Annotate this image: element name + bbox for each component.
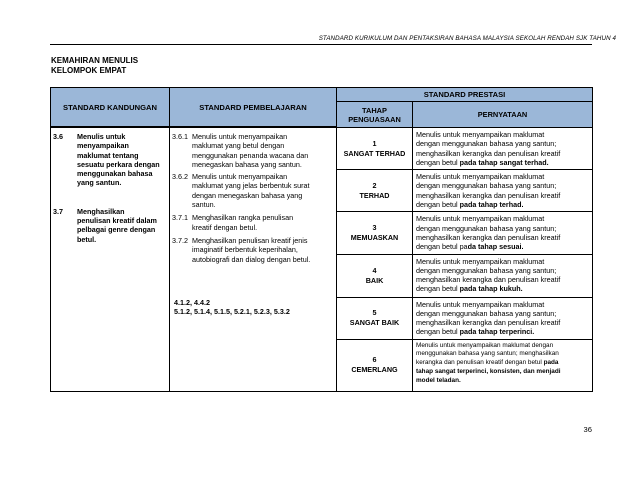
level-2-cell	[337, 170, 413, 212]
text-line: Menulis untuk	[77, 132, 126, 141]
pembelajaran-text	[192, 236, 333, 264]
text-line: yang santun.	[77, 178, 122, 188]
text-line: penulisan kreatif dalam	[77, 216, 157, 226]
text-line: sesuatu perkara dengan	[77, 159, 160, 169]
kandungan-text	[77, 207, 167, 244]
code-line: 4.1.2, 4.4.2	[174, 297, 210, 307]
text-line: Menulis untuk menyampaikan maklumat dengan	[416, 341, 554, 349]
text-line: betul.	[77, 234, 97, 244]
text-fragment-bold: tahap sangat terperinci, konsisten, dan menjadi	[416, 367, 561, 375]
level-number: 4	[372, 265, 377, 275]
standards-table	[50, 87, 593, 392]
text-line: Menulis untuk menyampaikan	[192, 172, 288, 182]
text-line: menyampaikan	[77, 141, 129, 151]
text-fragment: dengan betul	[416, 157, 460, 167]
level-name: MEMUASKAN	[350, 232, 399, 242]
text-line: menggunakan bahasa	[77, 169, 153, 179]
text-line: menghasilkan kerangka dan penulisan kreatif	[416, 148, 561, 158]
text-line: Menghasilkan penulisan kreatif jenis	[192, 235, 308, 245]
level-3-statement	[413, 212, 593, 254]
text-fragment-bold: pada tahap terperinci.	[459, 327, 535, 337]
header-standard-pembelajaran: STANDARD PEMBELAJARAN	[170, 88, 337, 127]
text-line: dengan menggunakan bahasa yang santun;	[416, 181, 557, 191]
level-number: 5	[372, 308, 377, 318]
pembelajaran-text	[192, 172, 333, 209]
level-number: 6	[372, 355, 377, 365]
text-line: dengan menggunakan bahasa yang santun;	[416, 265, 557, 275]
level-1-statement	[413, 128, 593, 170]
text-line: Menulis untuk menyampaikan	[192, 132, 288, 141]
level-name: SANGAT TERHAD	[343, 148, 406, 158]
level-2-statement	[413, 170, 593, 212]
text-fragment: dengan betul pa	[416, 242, 468, 252]
running-header: STANDARD KURIKULUM DAN PENTAKSIRAN BAHASA MALAYSIA SEKOLAH RENDAH SJK TAHUN 4	[318, 35, 616, 42]
text-fragment-bold: pada tahap kukuh.	[459, 284, 523, 294]
text-fragment: dengan betul	[416, 200, 460, 210]
kandungan-item-3-6	[53, 132, 167, 188]
kandungan-number: 3.7	[53, 206, 63, 216]
section-title	[51, 56, 138, 76]
text-line: kreatif dengan betul.	[192, 222, 258, 232]
code-line: 5.1.2, 5.1.4, 5.1.5, 5.2.1, 5.2.3, 5.3.2	[174, 307, 290, 317]
level-3-cell	[337, 212, 413, 254]
text-line: menghasilkan kerangka dan penulisan kreatif	[416, 275, 561, 285]
text-line: Menulis untuk menyampaikan maklumat	[416, 299, 545, 309]
header-pernyataan: PERNYATAAN	[413, 102, 593, 128]
page-number: 36	[583, 425, 592, 434]
pembelajaran-item-3-6-2	[172, 172, 333, 209]
pembelajaran-number: 3.7.1	[172, 213, 188, 223]
text-line: dengan menggunakan bahasa yang santun;	[416, 308, 557, 318]
text-line: autobiografi dan dialog dengan betul.	[192, 254, 311, 264]
text-line: pelbagai genre dengan	[77, 225, 156, 235]
header-rule	[50, 44, 592, 45]
text-fragment-bold: pada	[543, 359, 559, 367]
reference-codes	[172, 298, 333, 317]
text-fragment-bold: pada tahap terhad.	[459, 200, 524, 210]
pembelajaran-item-3-7-2	[172, 236, 333, 264]
section-title-line: KEMAHIRAN MENULIS	[51, 56, 139, 65]
level-6-statement	[413, 339, 593, 391]
text-line: menegaskan bahasa yang santun.	[192, 159, 302, 169]
text-fragment: dengan betul	[416, 327, 460, 337]
text-line: menggunakan penanda wacana dan	[192, 150, 309, 160]
text-line: maklumat yang betul dengan	[192, 141, 285, 151]
header-tahap-penguasaan	[337, 102, 413, 128]
text-line: dengan menegaskan bahasa yang	[192, 190, 303, 200]
pembelajaran-text	[192, 132, 333, 169]
text-line: santun.	[192, 200, 216, 210]
level-1-cell	[337, 128, 413, 170]
pembelajaran-number: 3.6.2	[172, 172, 188, 182]
pembelajaran-cell	[170, 128, 337, 392]
level-name: SANGAT BAIK	[349, 318, 400, 328]
text-line: maklumat yang jelas berbentuk surat	[192, 181, 310, 191]
level-name: TERHAD	[359, 190, 390, 200]
level-5-cell	[337, 297, 413, 339]
pembelajaran-number: 3.7.2	[172, 235, 188, 245]
level-4-cell	[337, 254, 413, 297]
text-line: maklumat tentang	[77, 150, 139, 160]
header-tahap-line: TAHAP	[362, 105, 387, 115]
pembelajaran-text	[192, 213, 333, 232]
level-number: 3	[372, 222, 377, 232]
level-name: CEMERLANG	[351, 365, 398, 375]
kandungan-text	[77, 132, 167, 188]
text-line: Menulis untuk menyampaikan maklumat	[416, 256, 545, 266]
text-line: menghasilkan kerangka dan penulisan kreatif	[416, 318, 561, 328]
text-fragment: kerangka dan penulisan kreatif dengan betul	[416, 359, 544, 367]
text-line: Menulis untuk menyampaikan maklumat	[416, 130, 545, 139]
text-line: imaginatif berbentuk keperihalan,	[192, 245, 298, 255]
header-standard-kandungan: STANDARD KANDUNGAN	[51, 88, 170, 127]
kandungan-cell	[51, 128, 170, 392]
text-fragment-bold: da tahap sesuai.	[467, 242, 524, 252]
text-line: Menghasilkan rangka penulisan	[192, 213, 294, 223]
text-fragment: dengan betul	[416, 284, 460, 294]
section-title-line: KELOMPOK EMPAT	[51, 66, 127, 75]
text-line: dengan menggunakan bahasa yang santun;	[416, 223, 557, 233]
kandungan-number: 3.6	[53, 132, 63, 141]
header-tahap-line: PENGUASAAN	[348, 114, 401, 124]
pembelajaran-number: 3.6.1	[172, 132, 188, 141]
kandungan-item-3-7	[53, 207, 167, 244]
level-number: 2	[372, 180, 377, 190]
level-number: 1	[372, 138, 377, 148]
level-5-statement	[413, 297, 593, 339]
text-fragment-bold: pada tahap sangat terhad.	[459, 157, 549, 167]
pembelajaran-item-3-6-1	[172, 132, 333, 169]
text-line: Menulis untuk menyampaikan maklumat	[416, 172, 545, 182]
pembelajaran-item-3-7-1	[172, 213, 333, 232]
text-line: Menghasilkan	[77, 206, 125, 216]
header-standard-prestasi: STANDARD PRESTASI	[337, 88, 593, 102]
level-4-statement	[413, 254, 593, 297]
text-fragment-bold: model teladan.	[416, 376, 461, 384]
text-line: menggunakan bahasa yang santun; menghasilkan	[416, 350, 559, 358]
text-line: menghasilkan kerangka dan penulisan kreatif	[416, 232, 561, 242]
text-line: dengan menggunakan bahasa yang santun;	[416, 139, 557, 149]
level-name: BAIK	[365, 275, 384, 285]
text-line: Menulis untuk menyampaikan maklumat	[416, 214, 545, 224]
level-6-cell	[337, 339, 413, 391]
text-line: menghasilkan kerangka dan penulisan kreatif	[416, 190, 561, 200]
